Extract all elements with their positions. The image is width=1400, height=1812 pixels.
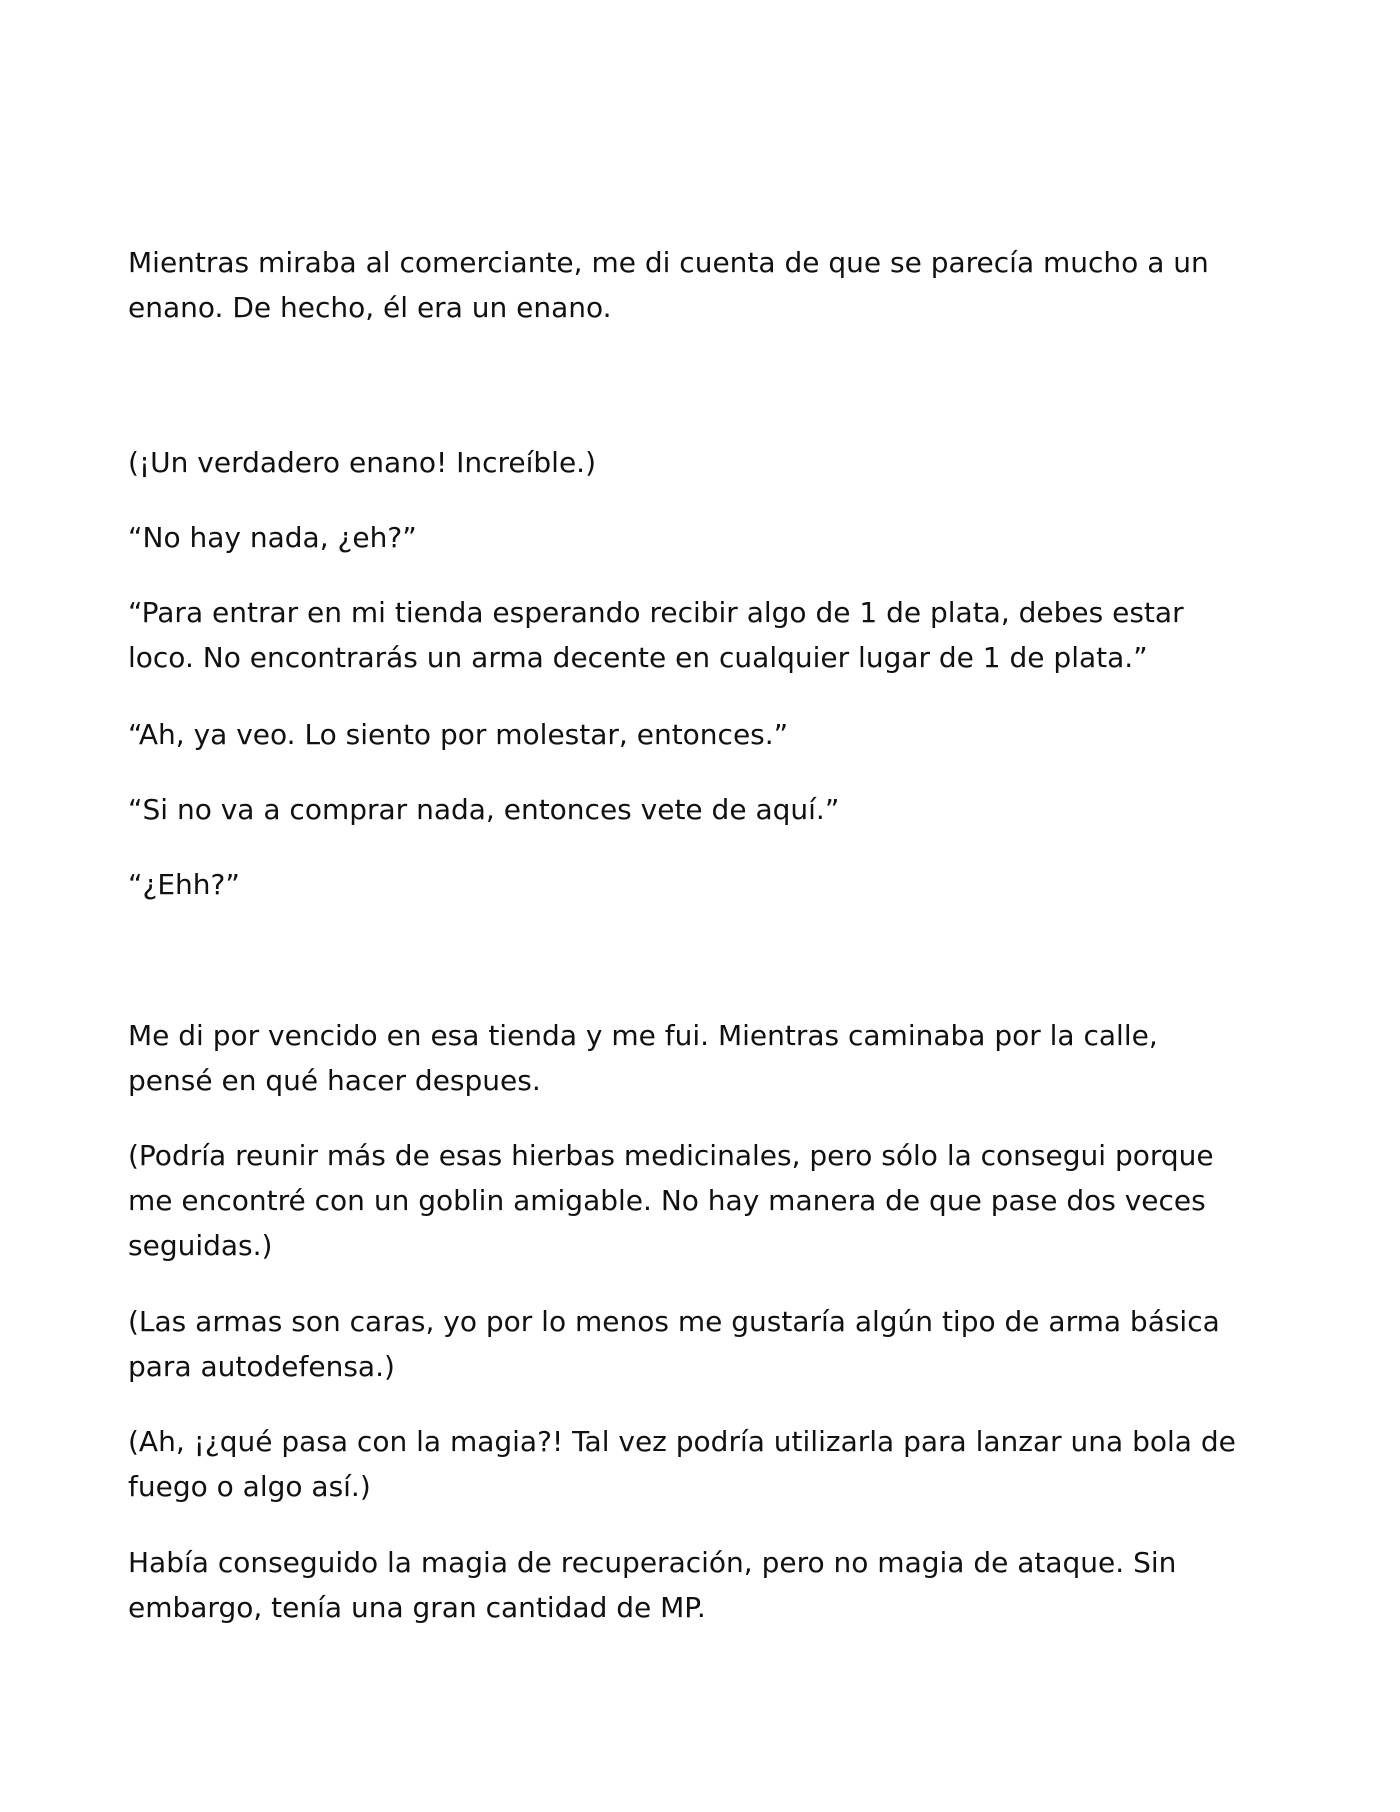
text-line: Había conseguido la magia de recuperación, pero no magia de ataque. Sin (128, 1546, 1177, 1579)
paragraph-dialogue-shop (128, 590, 1288, 680)
paragraph-narration-street (128, 1013, 1288, 1103)
paragraph-dialogue-nothing (128, 515, 1288, 560)
text-line: (Podría reunir más de esas hierbas medicinales, pero sólo la consegui porque (128, 1139, 1214, 1172)
paragraph-narration-merchant (128, 240, 1288, 330)
paragraph-dialogue-leave (128, 787, 1288, 832)
text-line: Me di por vencido en esa tienda y me fui. Mientras caminaba por la calle, (128, 1019, 1158, 1052)
text-line: (¡Un verdadero enano! Increíble.) (128, 446, 597, 479)
text-line: enano. De hecho, él era un enano. (128, 291, 612, 324)
text-line: me encontré con un goblin amigable. No hay manera de que pase dos veces (128, 1184, 1206, 1217)
text-line: “No hay nada, ¿eh?” (128, 521, 417, 554)
text-line: seguidas.) (128, 1229, 273, 1262)
text-line: “Para entrar en mi tienda esperando recibir algo de 1 de plata, debes estar (128, 596, 1184, 629)
paragraph-thought-weapons (128, 1299, 1288, 1389)
paragraph-dialogue-ehh (128, 862, 1288, 907)
text-line: (Ah, ¡¿qué pasa con la magia?! Tal vez podría utilizarla para lanzar una bola de (128, 1425, 1236, 1458)
text-line: pensé en qué hacer despues. (128, 1064, 541, 1097)
text-line: (Las armas son caras, yo por lo menos me gustaría algún tipo de arma básica (128, 1305, 1220, 1338)
text-line: embargo, tenía una gran cantidad de MP. (128, 1591, 706, 1624)
paragraph-thought-magic (128, 1419, 1288, 1509)
paragraph-narration-mp (128, 1540, 1288, 1630)
text-line: “Si no va a comprar nada, entonces vete de aquí.” (128, 793, 840, 826)
text-line: fuego o algo así.) (128, 1470, 371, 1503)
text-line: “¿Ehh?” (128, 868, 240, 901)
paragraph-thought-dwarf (128, 440, 1288, 485)
text-line: Mientras miraba al comerciante, me di cuenta de que se parecía mucho a un (128, 246, 1209, 279)
text-line: “Ah, ya veo. Lo siento por molestar, entonces.” (128, 718, 789, 751)
text-line: para autodefensa.) (128, 1350, 395, 1383)
paragraph-thought-herbs (128, 1133, 1288, 1268)
paragraph-dialogue-sorry (128, 712, 1288, 757)
text-line: loco. No encontrarás un arma decente en cualquier lugar de 1 de plata.” (128, 641, 1148, 674)
